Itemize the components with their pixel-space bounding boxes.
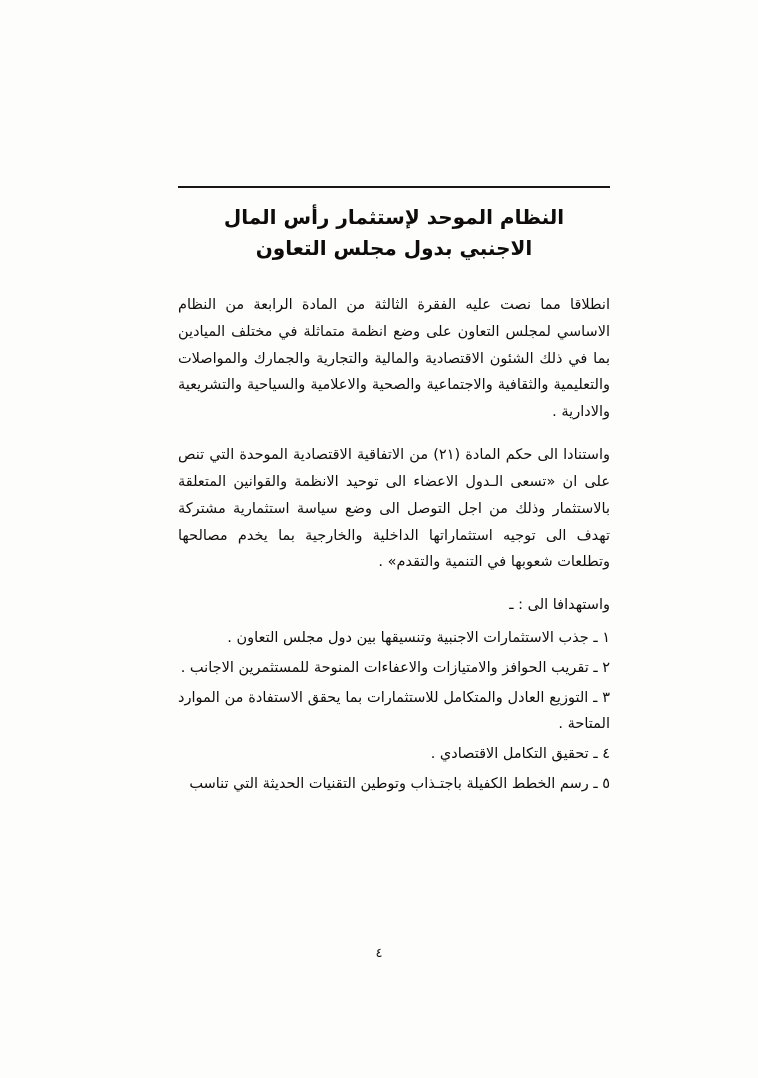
list-item-text: رسم الخطط الكفيلة باجتـذاب وتوطين التقنيات الحديثة التي تناسب	[189, 776, 589, 792]
page-title-line-2: الاجنبي بدول مجلس التعاون	[255, 236, 533, 260]
paragraph-1: انطلاقا مما نصت عليه الفقرة الثالثة من المادة الرابعة من النظام الاساسي لمجلس التعاون على وضع انظمة متماثلة في مختلف الميادين بما في ذلك الشئون الاقتصادية والمالية والتجارية والجمارك والمواصلات والتعليمية والثقافية والاجتماعية والصحية والاعلامية والسياحية والتشريعية والادارية .	[178, 297, 610, 421]
paragraph-2: واستنادا الى حكم المادة (٢١) من الاتفاقية الاقتصادية الموحدة التي تنص على ان «تسعى الـدول الاعضاء الى توحيد الانظمة والقوانين المتعلقة بالاستثمار وذلك من اجل التوصل الى وضع سياسة استثمارية مشتركة تهدف الى توجيه استثماراتها الداخلية والخارجية بما يخدم مصالحها وتطلعات شعوبها في التنمية والتقدم» .	[178, 447, 610, 571]
page-title-line-1: النظام الموحد لإستثمار رأس المال	[223, 205, 565, 229]
list-item-marker: ٣ ـ	[593, 689, 611, 706]
page-title	[178, 202, 610, 264]
list-item-marker: ٥ ـ	[593, 776, 610, 792]
list-item-marker: ٤ ـ	[593, 746, 610, 763]
list-lead-line: واستهدافا الى : ـ	[509, 597, 610, 614]
list-item-text: تقريب الحوافز والامتيازات والاعفاءات المنوحة للمستثمرين الاجانب .	[180, 659, 589, 676]
list-item	[178, 685, 610, 739]
list-item-text: التوزيع العادل والمتكامل للاستثمارات بما يحقق الاستفادة من الموارد المتاحة .	[178, 689, 610, 733]
page-content	[178, 186, 610, 801]
list-item	[178, 771, 610, 798]
page-number: ٤	[375, 946, 383, 961]
title-top-rule	[178, 186, 610, 188]
list-item-marker: ١ ـ	[593, 629, 610, 646]
list-item-marker: ٢ ـ	[593, 659, 610, 676]
list-item-text: جذب الاستثمارات الاجنبية وتنسيقها بين دول مجلس التعاون .	[227, 629, 589, 646]
list-item	[178, 655, 610, 682]
list-item	[178, 625, 610, 652]
list-item-text: تحقيق التكامل الاقتصادي .	[430, 746, 589, 763]
objectives-list	[178, 625, 610, 798]
list-item	[178, 741, 610, 768]
